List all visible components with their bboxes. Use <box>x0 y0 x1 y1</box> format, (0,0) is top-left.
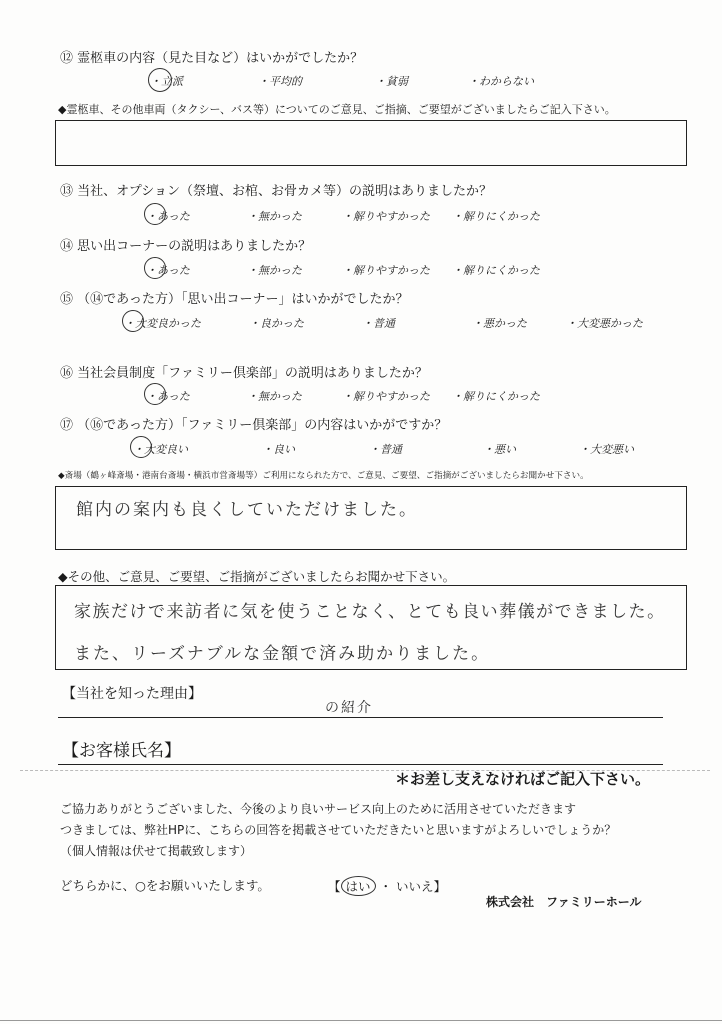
answer-circle <box>144 203 166 225</box>
company-name: 株式会社 ファミリーホール <box>486 895 642 909</box>
choose-yes[interactable]: はい <box>341 876 376 896</box>
customer-label: 【お客様氏名】 <box>62 741 181 761</box>
q17-option-3[interactable]: ・普通 <box>369 443 402 456</box>
q17-option-4[interactable]: ・悪い <box>483 443 516 456</box>
customer-note: ＊お差し支えなければご記入下さい。 <box>395 770 651 788</box>
q14-option-2[interactable]: ・無かった <box>247 264 302 277</box>
q12-option-3[interactable]: ・貧弱 <box>375 75 408 88</box>
q13-question: ⑬ 当社、オプション（祭壇、お棺、お骨カメ等）の説明はありましたか？ <box>60 184 492 199</box>
crematorium-answer: 館内の案内も良くしていただけました。 <box>76 500 418 520</box>
vehicle-note: ◆霊柩車、その他車両（タクシー、バス等）についてのご意見、ご指摘、ご要望がございましたらご記入下さい。 <box>58 103 616 116</box>
q17-question: ⑰ （⑯であった方）「ファミリー倶楽部」の内容はいかがですか？ <box>60 418 448 433</box>
q16-option-4[interactable]: ・解りにくかった <box>452 390 540 403</box>
customer-underline <box>58 764 663 765</box>
q12-option-2[interactable]: ・平均的 <box>258 75 302 88</box>
q17-option-5[interactable]: ・大変悪い <box>579 443 634 456</box>
thanks-line-2: つきましては、弊社HPに、こちらの回答を掲載させていただきたいと思いますがよろしいでしょうか？ <box>60 823 617 837</box>
q15-option-4[interactable]: ・悪かった <box>472 317 527 330</box>
q14-option-4[interactable]: ・解りにくかった <box>452 264 540 277</box>
q16-question: ⑯ 当社会員制度「ファミリー倶楽部」の説明はありましたか？ <box>60 366 428 381</box>
q17-option-2[interactable]: ・良い <box>262 443 295 456</box>
answer-circle <box>122 310 144 332</box>
q13-option-4[interactable]: ・解りにくかった <box>452 210 540 223</box>
reason-underline <box>58 717 663 718</box>
thanks-line-3: （個人情報は伏せて掲載致します） <box>60 844 253 858</box>
q17-option-1[interactable]: ・大変良い <box>133 443 188 456</box>
choose-text: どちらかに、○をお願いいたします。 <box>60 878 270 893</box>
q12-option-1[interactable]: ・立派 <box>150 75 183 88</box>
thanks-line-1: ご協力ありがとうございました、今後のより良いサービス向上のために活用させていただきます <box>60 802 577 816</box>
q13-option-1[interactable]: ・あった <box>146 210 190 223</box>
page-bottom-edge <box>0 1020 722 1021</box>
q13-option-3[interactable]: ・解りやすかった <box>342 210 430 223</box>
other-answer-line-2: また、リーズナブルな金額で済み助かりました。 <box>74 644 491 664</box>
q16-option-3[interactable]: ・解りやすかった <box>342 390 430 403</box>
reason-label: 【当社を知った理由】 <box>62 686 202 702</box>
answer-circle <box>144 257 166 279</box>
q14-option-1[interactable]: ・あった <box>146 264 190 277</box>
q12-question: ⑫ 霊柩車の内容（見た目など）はいかがでしたか？ <box>60 51 364 66</box>
choose-sep: ・ <box>379 879 393 894</box>
answer-circle <box>130 436 152 458</box>
q15-option-2[interactable]: ・良かった <box>249 317 304 330</box>
q15-option-5[interactable]: ・大変悪かった <box>566 317 643 330</box>
q15-question: ⑮ （⑭であった方）「思い出コーナー」はいかがでしたか？ <box>60 292 409 307</box>
vehicle-comment-box[interactable] <box>55 120 687 166</box>
choose-open: 【 <box>328 879 341 894</box>
answer-circle <box>144 383 166 405</box>
q15-option-1[interactable]: ・大変良かった <box>124 317 201 330</box>
choose-group <box>328 876 446 896</box>
q16-option-1[interactable]: ・あった <box>146 390 190 403</box>
q15-option-3[interactable]: ・普通 <box>362 317 395 330</box>
q16-option-2[interactable]: ・無かった <box>247 390 302 403</box>
q13-option-2[interactable]: ・無かった <box>247 210 302 223</box>
answer-circle <box>148 68 172 92</box>
choose-close: 】 <box>433 879 447 894</box>
q14-question: ⑭ 思い出コーナーの説明はありましたか？ <box>60 239 312 254</box>
q12-option-4[interactable]: ・わからない <box>468 75 534 88</box>
q14-option-3[interactable]: ・解りやすかった <box>342 264 430 277</box>
reason-answer: の紹介 <box>325 700 373 716</box>
choose-no[interactable]: いいえ <box>396 879 434 894</box>
crematorium-note: ◆斎場（鶴ヶ峰斎場・港南台斎場・横浜市営斎場等）ご利用になられた方で、ご意見、ご要望、ご指摘がございましたらお聞かせ下さい。 <box>58 471 589 481</box>
other-note: ◆その他、ご意見、ご要望、ご指摘がございましたらお聞かせ下さい。 <box>58 569 456 584</box>
other-answer-line-1: 家族だけで来訪者に気を使うことなく、とても良い葬儀ができました。 <box>74 602 666 622</box>
